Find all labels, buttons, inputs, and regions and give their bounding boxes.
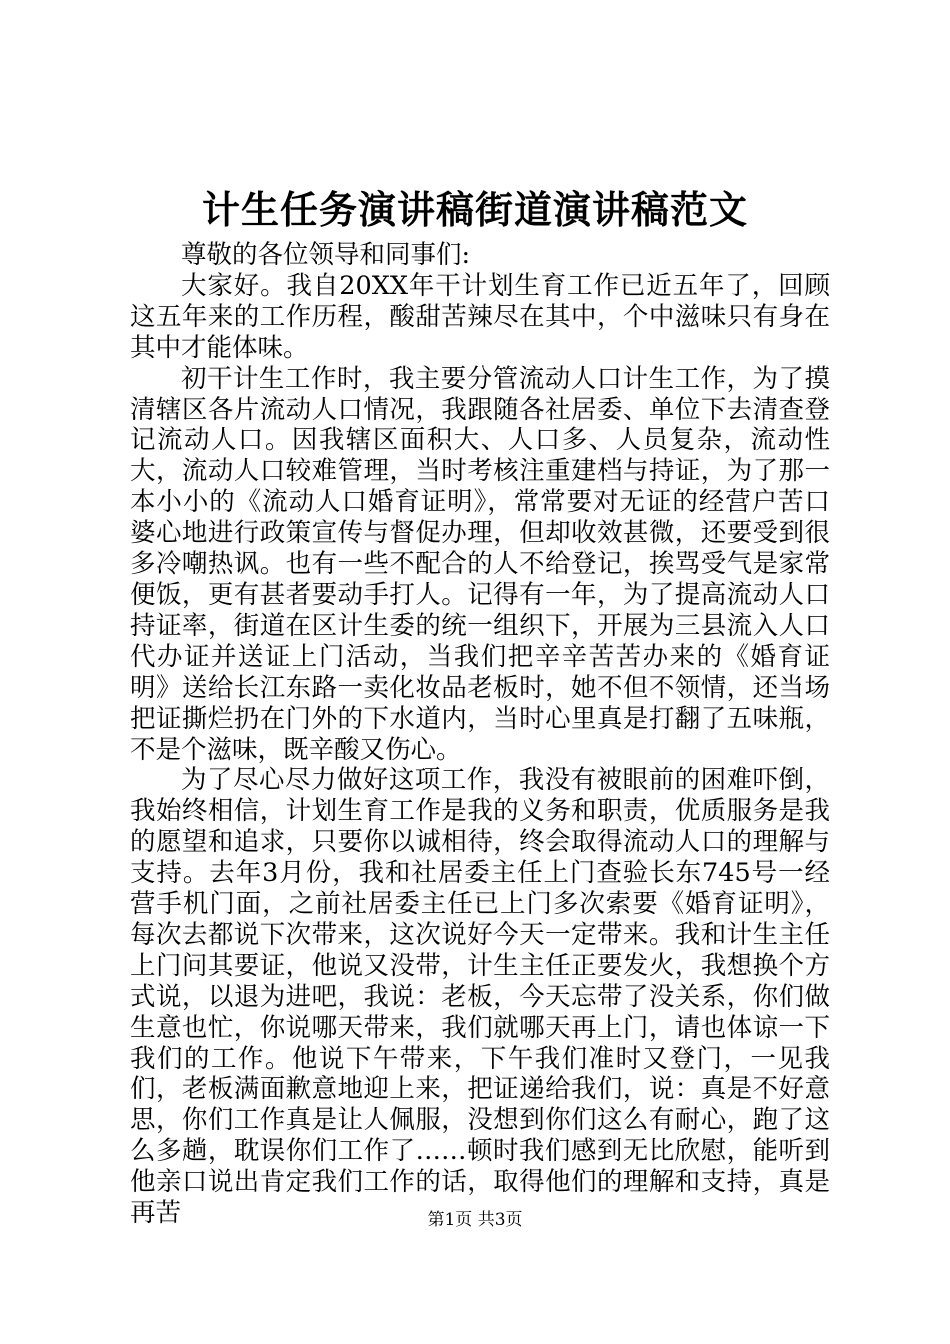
body-paragraph: 初干计生工作时，我主要分管流动人口计生工作，为了摸清辖区各片流动人口情况，我跟随各社居委、单位下去清查登记流动人口。因我辖区面积大、人口多、人员复杂，流动性大，流动人口较难管理，当时考核注重建档与持证，为了那一本小小的《流动人口婚育证明》，常常要对无证的经营户苦口婆心地进行政策宣传与督促办理，但却收效甚微，还要受到很多冷嘲热讽。也有一些不配合的人不给登记，挨骂受气是家常便饭，更有甚者要动手打人。记得有一年，为了提高流动人口持证率，街道在区计生委的统一组织下，开展为三县流入人口代办证并送证上门活动，当我们把辛辛苦苦办来的《婚育证明》送给长江东路一卖化妆品老板时，她不但不领情，还当场把证撕烂扔在门外的下水道内，当时心里真是打翻了五味瓶，不是个滋味，既辛酸又伤心。: [130, 363, 830, 765]
document-body: [130, 240, 830, 1229]
document-title: 计生任务演讲稿街道演讲稿范文: [201, 187, 748, 232]
salutation-paragraph: 尊敬的各位领导和同事们:: [181, 240, 471, 270]
body-paragraph: 为了尽心尽力做好这项工作，我没有被眼前的困难吓倒，我始终相信，计划生育工作是我的义务和职责，优质服务是我的愿望和追求，只要你以诚相待，终会取得流动人口的理解与支持。去年3月份，我和社居委主任上门查验长东745号一经营手机门面，之前社居委主任已上门多次索要《婚育证明》，每次去都说下次带来，这次说好今天一定带来。我和计生主任上门问其要证，他说又没带，计生主任正要发火，我想换个方式说，以退为进吧，我说：老板，今天忘带了没关系，你们做生意也忙，你说哪天带来，我们就哪天再上门，请也体谅一下我们的工作。他说下午带来，下午我们准时又登门，一见我们，老板满面歉意地迎上来，把证递给我们，说：真是不好意思，你们工作真是让人佩服，没想到你们这么有耐心，跑了这么多趟，耽误你们工作了……顿时我们感到无比欣慰，能听到他亲口说出肯定我们工作的话，取得他们的理解和支持，真是再苦: [130, 765, 830, 1229]
page-number-footer: 第1页 共3页: [427, 1210, 523, 1230]
body-paragraph: 大家好。我自20XX年干计划生育工作已近五年了，回顾这五年来的工作历程，酸甜苦辣尽在其中，个中滋味只有身在其中才能体味。: [130, 270, 830, 363]
